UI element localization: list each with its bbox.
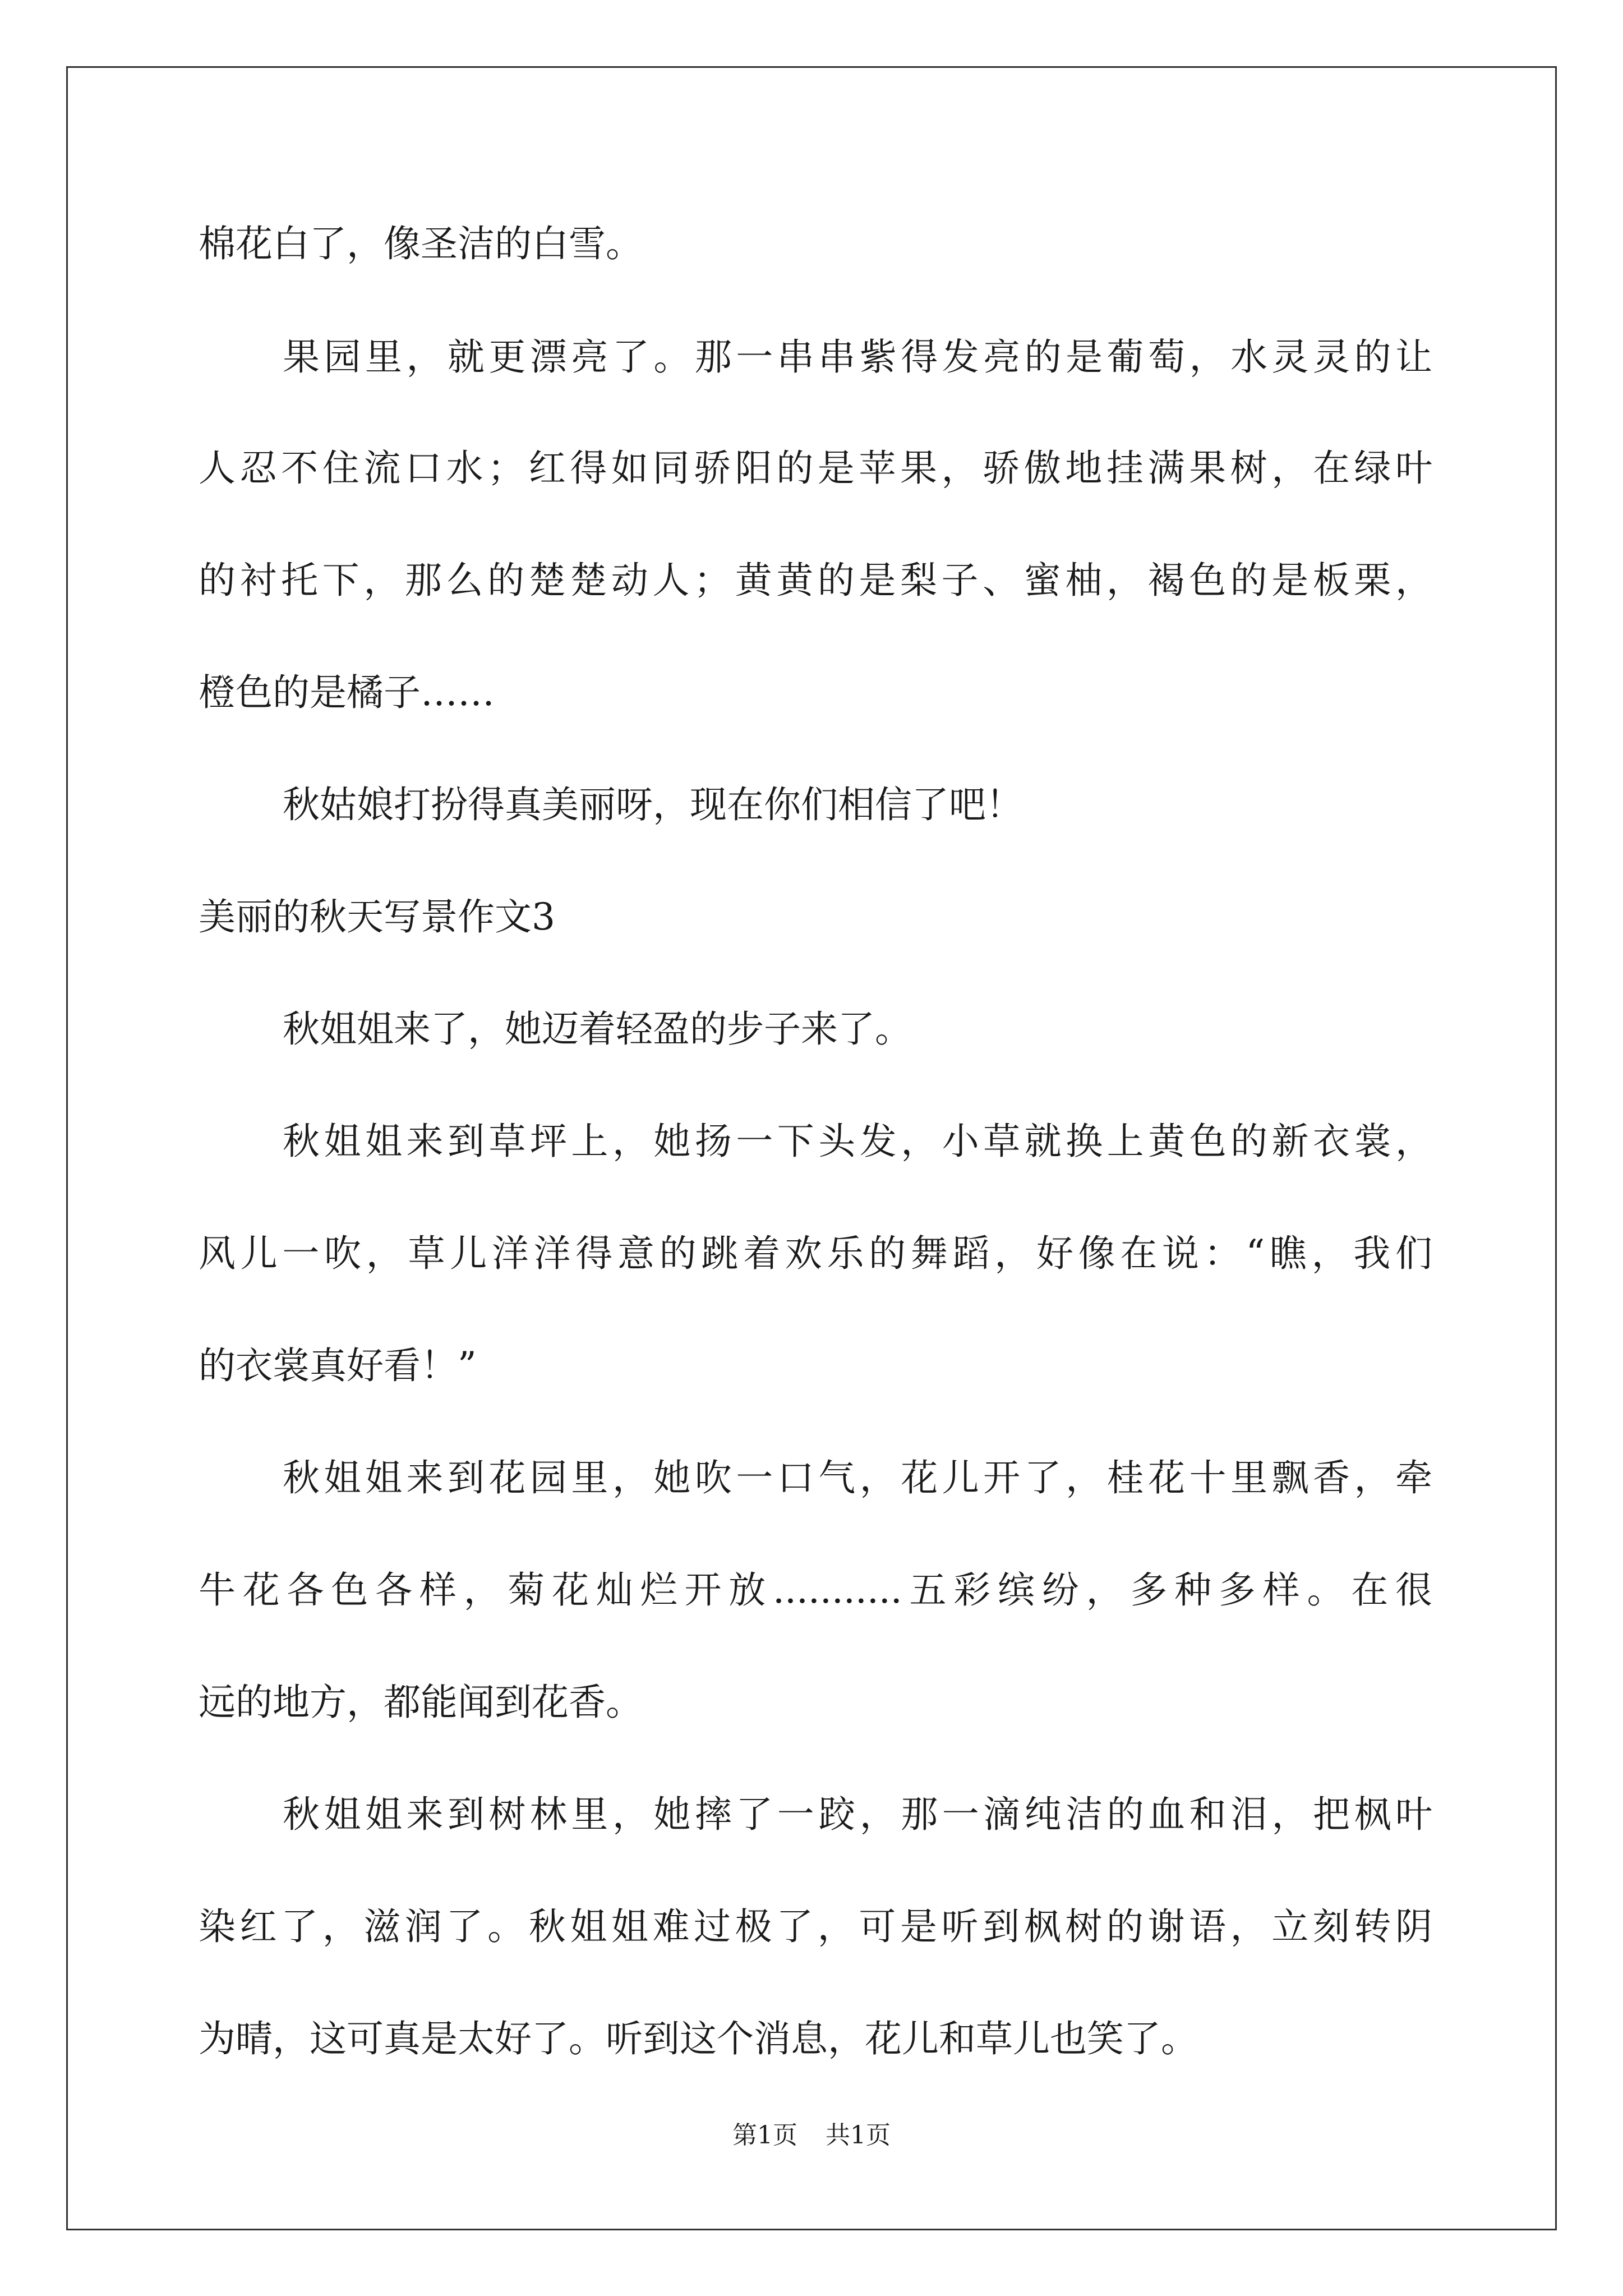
text-line: 棉花白了，像圣洁的白雪。	[199, 222, 643, 265]
text-line: 秋姐姐来到草坪上，她扬一下头发，小草就换上黄色的新衣裳，	[283, 1120, 1432, 1163]
text-line: 人忍不住流口水；红得如同骄阳的是苹果，骄傲地挂满果树，在绿叶	[199, 447, 1432, 490]
text-line: 秋姑娘打扮得真美丽呀，现在你们相信了吧！	[283, 783, 1023, 826]
text-line: 的衣裳真好看！”	[199, 1344, 477, 1387]
text-line: 果园里，就更漂亮了。那一串串紫得发亮的是葡萄，水灵灵的让	[283, 335, 1432, 379]
page-number: 第1页	[732, 2121, 797, 2150]
text-line: 秋姐姐来了，她迈着轻盈的步子来了。	[283, 1007, 912, 1051]
text-line: 的衬托下，那么的楚楚动人；黄黄的是梨子、蜜柚，褐色的是板栗，	[199, 559, 1432, 602]
text-line: 染红了，滋润了。秋姐姐难过极了，可是听到枫树的谢语，立刻转阴	[199, 1905, 1432, 1948]
section-heading: 美丽的秋天写景作文3	[199, 895, 555, 938]
text-line: 为晴，这可真是太好了。听到这个消息，花儿和草儿也笑了。	[199, 2017, 1198, 2060]
page-footer	[0, 2115, 1623, 2151]
text-line: 橙色的是橘子……	[199, 671, 495, 714]
page-total: 共1页	[826, 2121, 891, 2150]
text-line: 牛花各色各样，菊花灿烂开放...........五彩缤纷，多种多样。在很	[199, 1568, 1432, 1612]
text-line: 秋姐姐来到花园里，她吹一口气，花儿开了，桂花十里飘香，牵	[283, 1456, 1432, 1499]
text-line: 风儿一吹，草儿洋洋得意的跳着欢乐的舞蹈，好像在说：“瞧，我们	[199, 1232, 1432, 1275]
text-line: 秋姐姐来到树林里，她摔了一跤，那一滴纯洁的血和泪，把枫叶	[283, 1793, 1432, 1836]
text-line: 远的地方，都能闻到花香。	[199, 1681, 643, 1724]
